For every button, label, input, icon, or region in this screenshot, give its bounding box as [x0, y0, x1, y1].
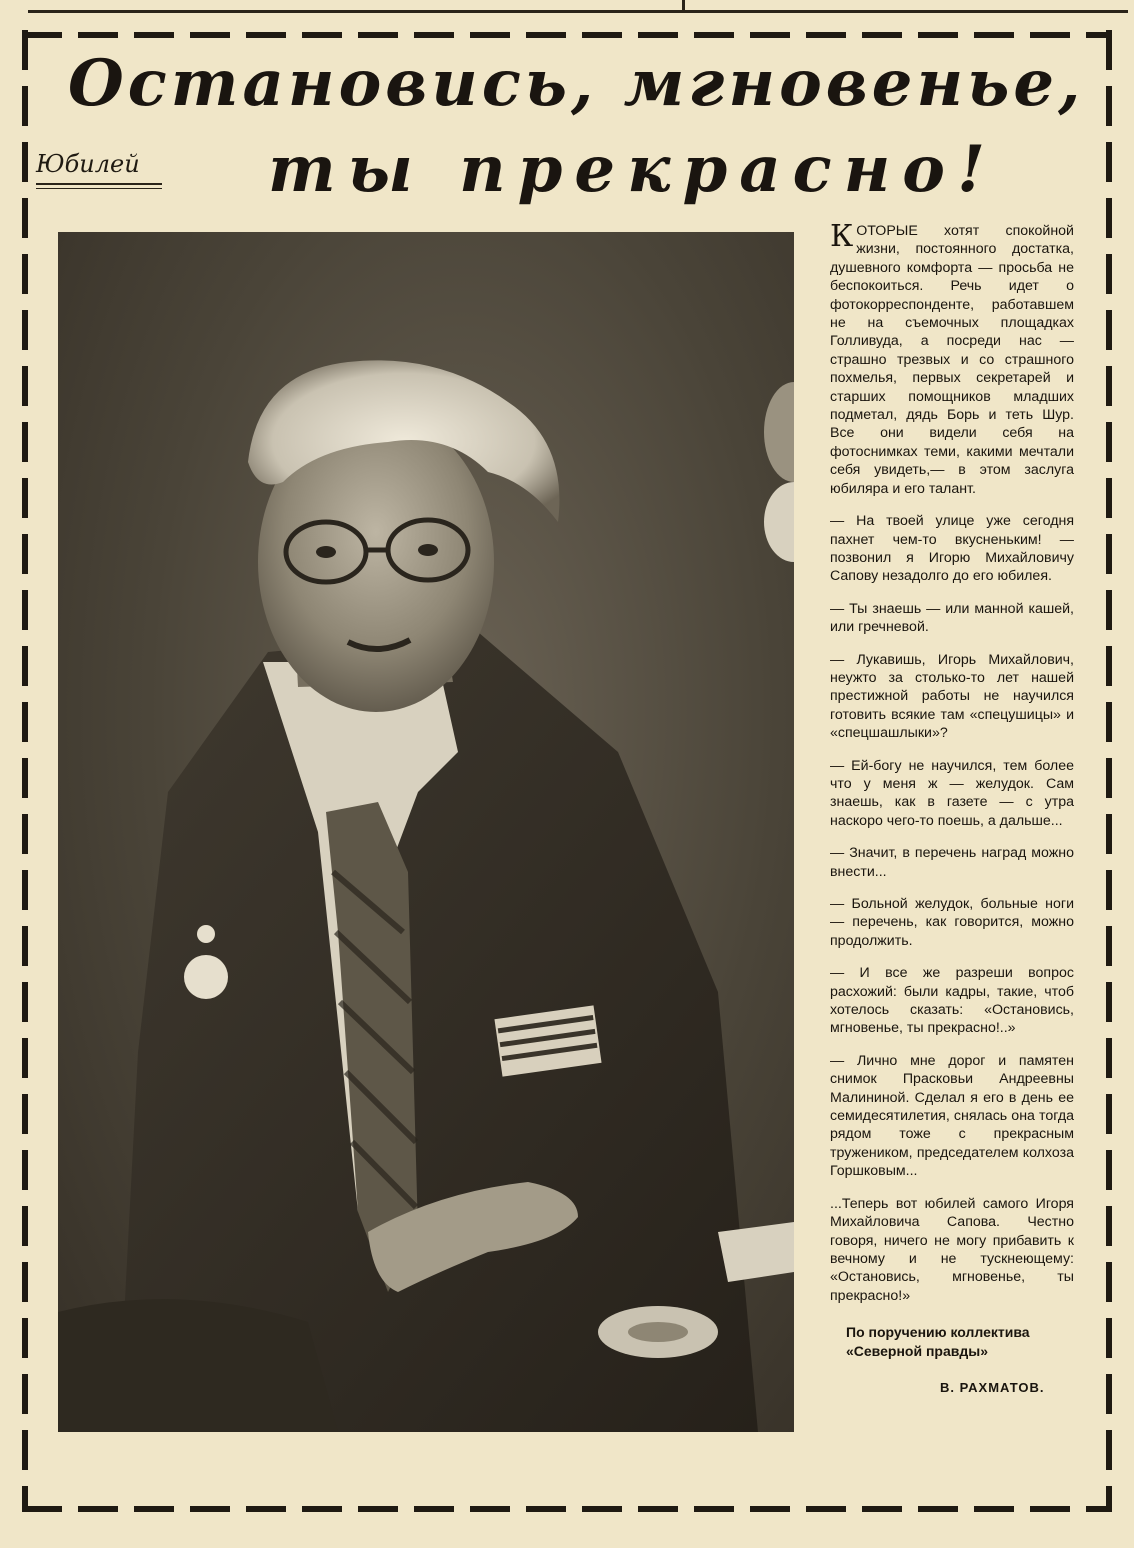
article-paragraph-7: — Больной желудок, больные ноги — перечень, как говорится, можно продолжить. — [830, 896, 1074, 949]
article-paragraph-3: — Ты знаешь — или манной кашей, или гречневой. — [830, 600, 1074, 636]
drop-cap: К — [830, 219, 854, 254]
frame-top — [22, 32, 1112, 38]
article-body — [830, 219, 1074, 1398]
article-paragraph-4: — Лукавишь, Игорь Михайлович, неужто за столько-то лет нашей престижной работы не научился готовить всякие там «спецушицы» и «спецшашлыки»? — [830, 651, 1074, 742]
headline-line-1: Остановись, мгновенье, — [68, 46, 1085, 121]
rubric-underline-thin — [36, 188, 162, 189]
article-paragraph-6: — Значит, в перечень наград можно внести... — [830, 845, 1074, 880]
frame-right — [1106, 30, 1112, 1510]
headline-line-2: ты прекрасно! — [268, 132, 998, 207]
signoff — [846, 1323, 1074, 1361]
rubric-underline — [36, 183, 162, 185]
top-tick — [682, 0, 685, 10]
article-paragraph-10: ...Теперь вот юбилей самого Игоря Михайловича Сапова. Честно говоря, ничего не могу прибавить к вечному и не тускнеющему: «Остановись, мгновенье, ты прекрасно!» — [830, 1195, 1074, 1304]
portrait-photo — [58, 232, 794, 1432]
author-name: В. РАХМАТОВ. — [940, 1380, 1045, 1396]
frame-left — [22, 30, 28, 1510]
signoff-line-2: «Северной правды» — [846, 1343, 988, 1360]
article-paragraph-5: — Ей-богу не научился, тем более что у меня ж — желудок. Сам знаешь, как в газете — с утра наскоро чего-то поешь, а дальше... — [830, 757, 1074, 829]
rubric-label: Юбилей — [36, 150, 140, 178]
article-paragraph-2: — На твоей улице уже сегодня пахнет чем-то вкусненьким! — позвонил я Игорю Михайловичу Сапову незадолго до его юбилея. — [830, 513, 1074, 585]
article-paragraph-8: — И все же разреши вопрос расхожий: были кадры, такие, чтоб хотелось сказать: «Остановись, мгновенье, ты прекрасно!..» — [830, 965, 1074, 1037]
article-paragraph-9: — Лично мне дорог и памятен снимок Прасковьи Андреевны Малининой. Сделал я его в день ее семидесятилетия, снялась она тогда рядом тоже с прекрасным тружеником, председателем колхоза Горшковым... — [830, 1052, 1074, 1180]
signoff-line-1: По поручению коллектива — [846, 1324, 1030, 1341]
frame-bottom — [22, 1506, 1112, 1512]
top-rule — [28, 10, 1128, 13]
portrait-illustration — [58, 232, 794, 1432]
article-paragraph-1: КОТОРЫЕ хотят спокойной жизни, постоянного достатка, душевного комфорта — просьба не беспокоиться. Речь идет о фотокорреспонденте, работавшем не на съемочных площадках Голливуда, а посреди нас — страшно трезвых и со страшного похмелья, первых секретарей и старших помощников младших подметал, дядь Борь и теть Шур. Все они видели себя на фотоснимках теми, какими мечтали себя увидеть,— в этом заслуга юбиляра и его талант. — [830, 219, 1074, 497]
